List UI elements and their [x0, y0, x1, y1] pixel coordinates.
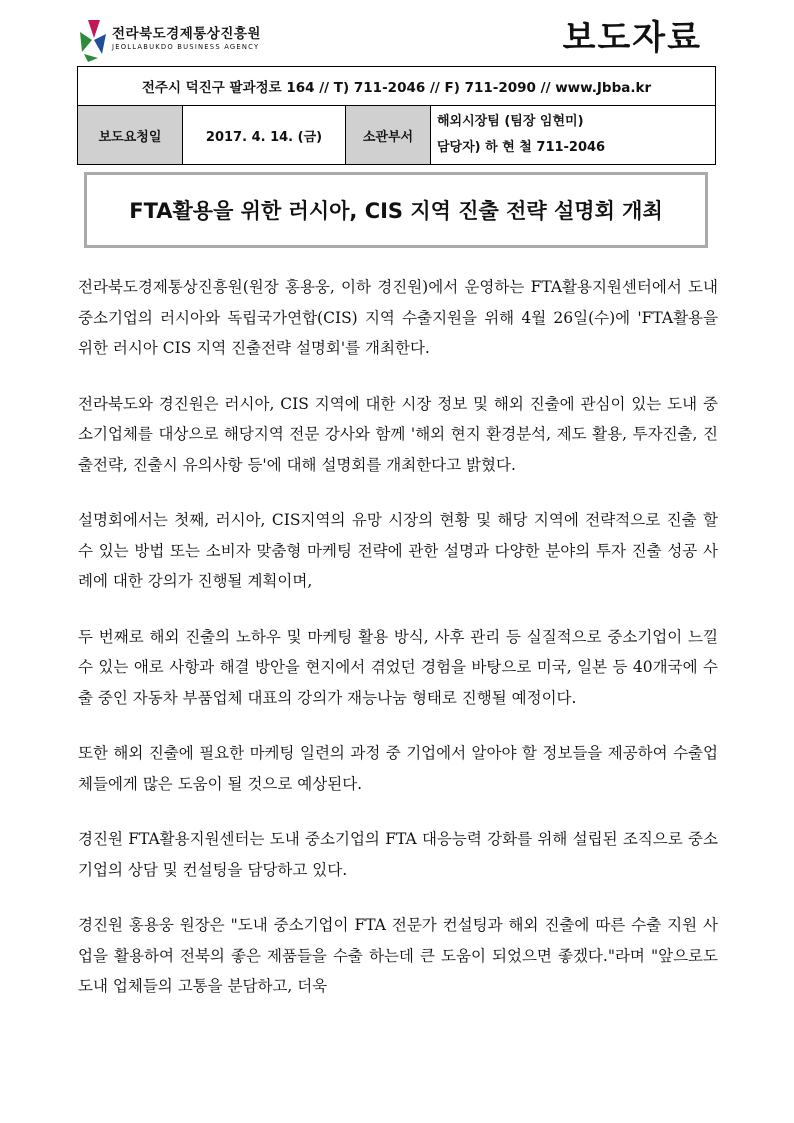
- doc-type-title: 보도자료: [562, 18, 702, 58]
- paragraph: 두 번째로 해외 진출의 노하우 및 마케팅 활용 방식, 사후 관리 등 실질적으로 중소기업이 느낄 수 있는 애로 사항과 해결 방안을 현지에서 겪었던 경험을 바탕으로 미국, 일본 등 40개국에 수출 중인 자동차 부품업체 대표의 강의가 재능나눔 형태로 진행될 예정이다.: [78, 627, 718, 707]
- request-date-label: 보도요청일: [78, 106, 183, 165]
- dept-label: 소관부서: [346, 106, 431, 165]
- request-date: 2017. 4. 14. (금): [183, 106, 346, 165]
- dept-team: 해외시장팀 (팀장 임현미): [437, 114, 584, 129]
- paragraph: 경진원 홍용웅 원장은 "도내 중소기업이 FTA 전문가 컨설팅과 해외 진출에 따른 수출 지원 사업을 활용하여 전북의 좋은 제품들을 수출 하는데 큰 도움이 되었으면 좋겠다."라며 "앞으로도 도내 업체들의 고통을 분담하고, 더욱: [78, 916, 718, 995]
- paragraph: 전라북도경제통상진흥원(원장 홍용웅, 이하 경진원)에서 운영하는 FTA활용지원센터에서 도내 중소기업의 러시아와 독립국가연합(CIS) 지역 수출지원을 위해 4월 26일(수)에 'FTA활용을 위한 러시아 CIS 지역 진출전략 설명회'를 개최한다.: [78, 278, 718, 357]
- contact-table: [77, 66, 716, 165]
- headline: FTA활용을 위한 러시아, CIS 지역 진출 전략 설명회 개최: [129, 199, 663, 223]
- paragraph: 설명회에서는 첫째, 러시아, CIS지역의 유망 시장의 현황 및 해당 지역에 전략적으로 진출 할 수 있는 방법 또는 소비자 맞춤형 마케팅 전략에 관한 설명과 다양한 분야의 투자 진출 성공 사례에 대한 강의가 진행될 계획이며,: [78, 511, 718, 590]
- dept-info: [431, 106, 716, 165]
- agency-logo: [78, 18, 278, 62]
- paragraph: 전라북도와 경진원은 러시아, CIS 지역에 대한 시장 정보 및 해외 진출에 관심이 있는 도내 중소기업체를 대상으로 해당지역 전문 강사와 함께 '해외 현지 환경분석, 제도 활용, 투자진출, 진출전략, 진출시 유의사항 등'에 대해 설명회를 개최한다고 밝혔다.: [78, 394, 718, 474]
- org-name-en: JEOLLABUKDO BUSINESS AGENCY: [112, 43, 260, 51]
- headline-box: [84, 172, 708, 248]
- agency-logo-icon: [78, 18, 108, 62]
- paragraph: 또한 해외 진출에 필요한 마케팅 일련의 과정 중 기업에서 알아야 할 정보들을 제공하여 수출업체들에게 많은 도움이 될 것으로 예상된다.: [78, 744, 718, 793]
- dept-contact: 담당자) 하 현 철 711-2046: [437, 140, 606, 155]
- address-line: 전주시 덕진구 팔과정로 164 // T) 711-2046 // F) 711-2090 // www.Jbba.kr: [78, 67, 716, 106]
- article-body: [78, 272, 718, 1027]
- paragraph: 경진원 FTA활용지원센터는 도내 중소기업의 FTA 대응능력 강화를 위해 설립된 조직으로 중소기업의 상담 및 컨설팅을 담당하고 있다.: [78, 830, 718, 879]
- org-name: 전라북도경제통상진흥원: [112, 26, 261, 42]
